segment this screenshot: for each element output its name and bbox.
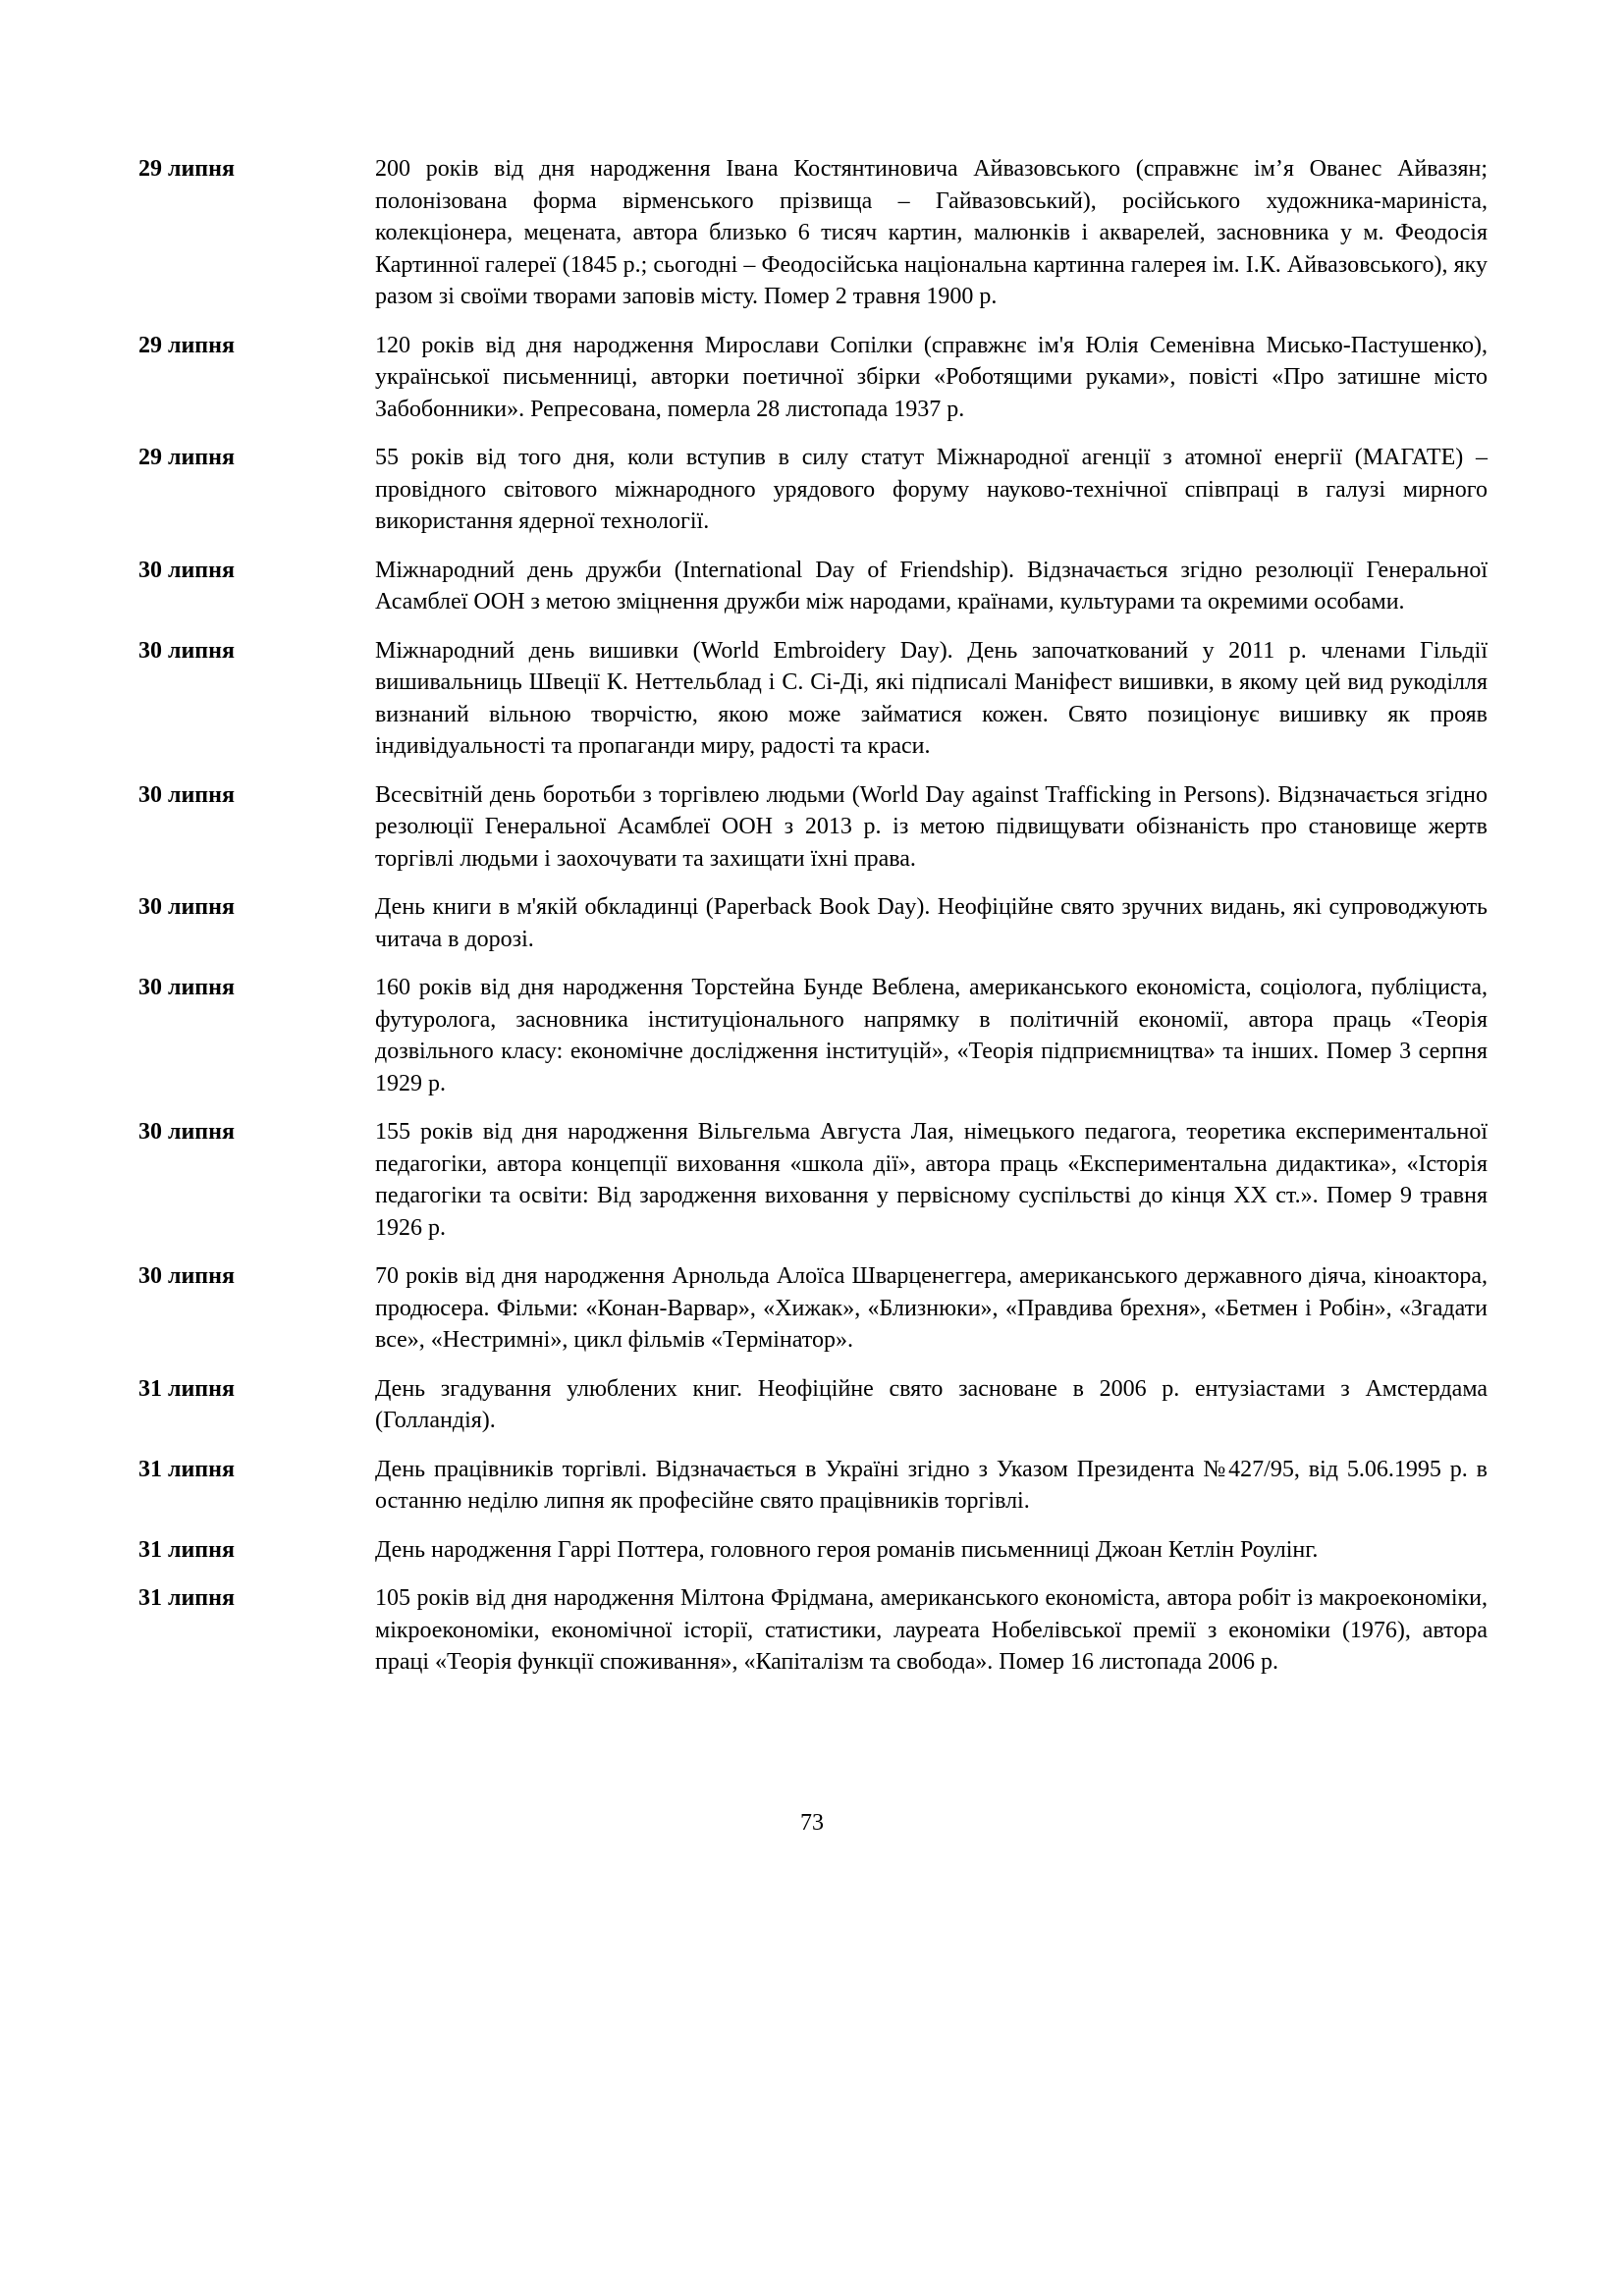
entry-description: 120 років від дня народження Мирослави Сопілки (справжнє ім'я Юлія Семенівна Мисько-Пастушенко), української письменниці, авторки поетичної збірки «Роботящими руками», повісті «Про затишне місто Забобонники». Репресована, померла 28 листопада 1937 р. — [375, 332, 1488, 422]
entry-date: 29 липня — [138, 332, 235, 358]
entry-date: 31 липня — [138, 1585, 235, 1611]
entry-description: Міжнародний день дружби (International Day of Friendship). Відзначається згідно резолюції Генеральної Асамблеї ООН з метою зміцнення дружби між народами, країнами, культурами та окремими особами. — [375, 557, 1488, 614]
calendar-entry — [138, 1116, 1488, 1244]
calendar-entry — [138, 1582, 1488, 1679]
calendar-entry — [138, 1454, 1488, 1518]
entry-date: 30 липня — [138, 975, 235, 1000]
entry-date: 29 липня — [138, 445, 235, 470]
entry-description: День згадування улюблених книг. Неофіційне свято засноване в 2006 р. ентузіастами з Амстердама (Голландія). — [375, 1375, 1488, 1433]
calendar-entry — [138, 635, 1488, 763]
page-number: 73 — [800, 1810, 824, 1836]
calendar-entry — [138, 891, 1488, 955]
entry-description: Міжнародний день вишивки (World Embroidery Day). День започаткований у 2011 р. членами Гільдії вишивальниць Швеції К. Неттельблад і С. Сі-Ді, які підписалі Маніфест вишивки, в якому цей вид рукоділля визнаний вільною творчістю, якою може займатися кожен. Свято позиціонує вишивку як прояв індивідуальності та пропаганди миру, радості та краси. — [375, 637, 1488, 759]
calendar-entry — [138, 1534, 1488, 1567]
entry-date: 29 липня — [138, 156, 235, 182]
entry-description: День народження Гаррі Поттера, головного героя романів письменниці Джоан Кетлін Роулінг. — [375, 1536, 1319, 1563]
calendar-entry — [138, 153, 1488, 313]
entry-description: День книги в м'якій обкладинці (Paperback Book Day). Неофіційне свято зручних видань, які супроводжують читача в дорозі. — [375, 894, 1488, 952]
calendar-entry — [138, 442, 1488, 538]
entry-date: 30 липня — [138, 637, 235, 664]
entry-date: 30 липня — [138, 1119, 235, 1145]
entry-date: 30 липня — [138, 557, 235, 583]
entry-date: 30 липня — [138, 781, 235, 808]
calendar-entry — [138, 330, 1488, 426]
entry-description: 160 років від дня народження Торстейна Бунде Веблена, американського економіста, соціолога, публіциста, футуролога, засновника інституціонального напрямку в політичній економії, автора праць «Теорія дозвільного класу: економічне дослідження інституцій», «Теорія підприємництва» та інших. Помер 3 серпня 1929 р. — [375, 975, 1488, 1096]
entry-description: 105 років від дня народження Мілтона Фрідмана, американського економіста, автора робіт із макроекономіки, мікроекономіки, економічної історії, статистики, лауреата Нобелівської премії з економіки (1976), автора праці «Теорія функції споживання», «Капіталізм та свобода». Помер 16 листопада 2006 р. — [375, 1585, 1488, 1675]
calendar-entry — [138, 555, 1488, 618]
entry-description: 200 років від дня народження Івана Костянтиновича Айвазовського (справжнє ім’я Ованес Айвазян; полонізована форма вірменського прізвища – Гайвазовський), російського художника-мариніста, колекціонера, мецената, автора близько 6 тисяч картин, малюнків і акварелей, засновника у м. Феодосія Картинної галереї (1845 р.; сьогодні – Феодосійська національна картинна галерея ім. І.К. Айвазовського), яку разом зі своїми творами заповів місту. Помер 2 травня 1900 р. — [375, 156, 1488, 309]
entry-date: 31 липня — [138, 1375, 235, 1402]
entry-date: 31 липня — [138, 1536, 235, 1563]
calendar-entries — [138, 153, 1488, 1695]
entry-date: 30 липня — [138, 894, 235, 920]
calendar-entry — [138, 1260, 1488, 1357]
calendar-entry — [138, 972, 1488, 1099]
entry-date: 31 липня — [138, 1456, 235, 1482]
entry-description: 155 років від дня народження Вільгельма Августа Лая, німецького педагога, теоретика експериментальної педагогіки, автора концепції виховання «школа дії», автора праць «Експериментальна дидактика», «Історія педагогіки та освіти: Від зародження виховання у первісному суспільстві до кінця ХХ ст.». Помер 9 травня 1926 р. — [375, 1119, 1488, 1241]
calendar-entry — [138, 1373, 1488, 1437]
entry-description: 70 років від дня народження Арнольда Алоїса Шварценеггера, американського державного діяча, кіноактора, продюсера. Фільми: «Конан-Варвар», «Хижак», «Близнюки», «Правдива брехня», «Бетмен і Робін», «Згадати все», «Нестримні», цикл фільмів «Термінатор». — [375, 1263, 1488, 1353]
entry-date: 30 липня — [138, 1263, 235, 1289]
entry-description: 55 років від того дня, коли вступив в силу статут Міжнародної агенції з атомної енергії (МАГАТЕ) – провідного світового міжнародного урядового форуму науково-технічної співпраці в галузі мирного використання ядерної технології. — [375, 445, 1488, 534]
entry-description: Всесвітній день боротьби з торгівлею людьми (World Day against Trafficking in Persons). Відзначається згідно резолюції Генеральної Асамблеї ООН з 2013 р. із метою підвищувати обізнаність про становище жертв торгівлі людьми і заохочувати та захищати їхні права. — [375, 781, 1488, 872]
calendar-entry — [138, 779, 1488, 876]
entry-description: День працівників торгівлі. Відзначається в Україні згідно з Указом Президента №427/95, від 5.06.1995 р. в останню неділю липня як професійне свято працівників торгівлі. — [375, 1456, 1488, 1514]
